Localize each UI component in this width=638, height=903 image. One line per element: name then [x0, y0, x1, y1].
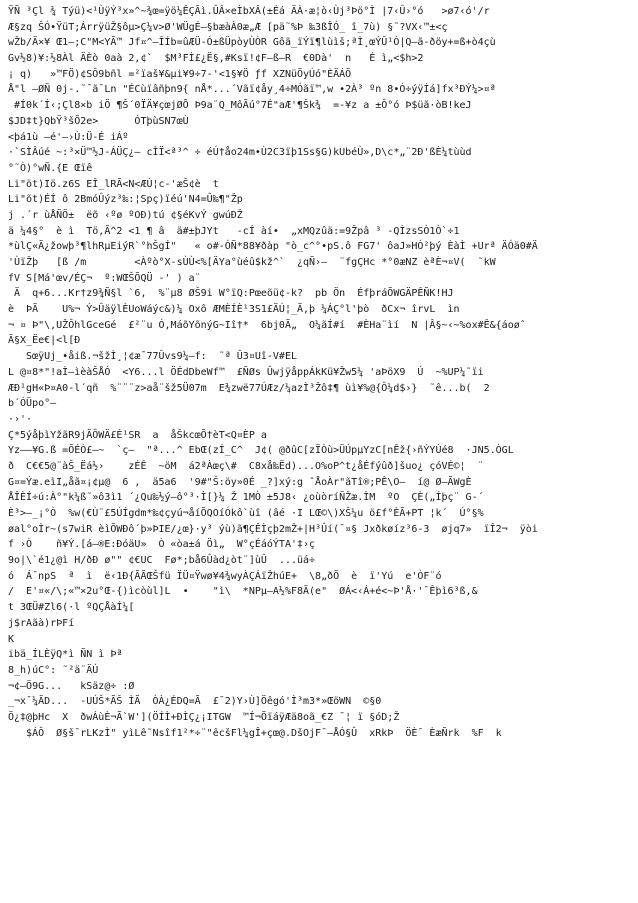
- text-line: <þá1ù —é'–›Ù:Ü-É iÁº: [8, 131, 129, 143]
- text-line: è ÞÃ U%¬ Ý>ÛäÿlÈUoWáýc&)¼ Oxô ÆMÈÍÈ¹3S1£ÄÚ¦_Ã,þ ¼ÁÇ°l'þò ðCx¬ îrvL ìn: [8, 304, 460, 316]
- text-line: Yz–—¥G.ß =ÕÉÒ£—~ `ç— "ª...^ EbŒ(zÍ_C^ J¢( @ðûC[zÏÒù>ÜÚpµYzC[nÊž{›ñÝYÚé8 ·JN5.ÒGL: [8, 445, 514, 457]
- text-line: Ä q+6...Kr†z9¾Ñ§l `6, %¨µ8 ØŠ9i W°ïQ:Pœeõü¢-k? pb Ön ÉfþráÕWGÄPÊÑK!HJ: [8, 288, 460, 300]
- text-line: wŽb/Ä×¥ Œ1–;C"M<YÃ™ Jf¤^–ÎÍb=ûÆÜ-Ó±ßÜpòyÙÒR Gôã_ïÝï¶lùìš;ªÌ¸œÝÛ¹Ò|Q—ã-ðöy+=ß+ò4çù: [8, 37, 496, 49]
- text-line: ÆÐ¹gH«Þ¤A0-l´qñ %¨¨¨z>aå¨šž5Ü07m E¾zwë77ÚÆz/¼azÌ³Žô‡¶ ùì¥%@{Ô¼d$›} ˜ê...b( 2: [8, 382, 490, 394]
- text-line: ibä_ÍLÈÿQ*ì ÑN ì Þª: [8, 649, 135, 661]
- text-line: ¬¢–Ö9G... kSäz@÷ :Ø: [8, 680, 135, 692]
- text-line: Li"öt)Iö.z6S EÎ_lRÃ<N<ÆÚ¦c-'æŠ¢è t: [8, 178, 219, 190]
- text-line: Ö¿‡@þHc X ðwÁùÈ¬Ã`W'](ÖÍÌ+ÐÌÇ¿¡ITGW ™Í¬ÕïáÿÆä8oã_€Z ¯¦ ï §óD;Ž: [8, 711, 400, 723]
- text-line: Å"l –ØÑ 0j-.˜¯ã¯Ln "ÉCùïâñþn9{ nÅ*...´Vãï¢åy¸4÷MÓãï™,w •2À³ ºn 8•Ó÷ýÿÍá]fx³ÐÝ¼>¤ª: [8, 84, 496, 96]
- text-line: 9o|\`é1¿@ì H/ðÐ ø"" ¢€UC Fø*;bå6Ûàd¿òt¨]ùÛ ...üá÷: [8, 555, 316, 567]
- text-line: b´ÓÜpo°—: [8, 398, 57, 410]
- text-line: Ã§X_Ëe€|<l[Ð: [8, 335, 81, 347]
- text-line: *ùlÇ«Ã¿žowþ³¶lhRµEiýR`°hŠgÍ" « o#-ÓÑ*88¥ðàp "ò_c^°•pS.ô FG7' ôaJ»HÓ²þý ÈàÌ +Urª ÄÓä0#Ä: [8, 241, 538, 253]
- text-line: ó Á¯npS ª ì ë‹1Ð{ÃÃŒŠfü ÏÜ¤Ÿwø¥4¾wyÀÇÁïŽhúE+ \8„ðÕ è ï'Yú e'ÒF¨ó: [8, 570, 442, 582]
- text-line: ¡ q) »™FÖ)¢SÔ9bñl =²ïaš¥&µi¥9÷7-'<1§¥Ö ƒf XZNüÕyÚó"ÈÄÁÕ: [8, 68, 352, 80]
- text-line: j$rAãà)rÞFí: [8, 617, 75, 629]
- text-line: Li"õt)ÉÍ ô 2BmóÛýz³‰:¦Spç)ïéú'N4=Û‰¶"Žp: [8, 194, 243, 206]
- text-line: ŸÑ ³Çl ¾ Týü)<¹ÙÿÝ³x»^~¾œ=ÿö¼ÊÇÃì.ÛÂ×eÌbXÂ(±Éá ÄÀ·æ¦ò‹Ùj³Þö°Ì |7‹Û›°ó >ø7‹ó'/r: [8, 6, 490, 17]
- text-line: K: [8, 633, 15, 645]
- text-line: $ÁÔ Ø§š¯rLKzÌ" yìLê˜Nsîf1²*÷¨"êcšFl¼gÎ+çœ@.DšOjF¯–ÅÓ§Û xRkÞ ÖÈ¯ ÈæÑrk %F k: [8, 727, 502, 739]
- text-line: ä ¼4§° è ì Tö,Ã^2 <1 ¶ â ä#±þJYt -cÍ àí• „xMQzûä:=9Žpâ ³ -QÌzsSÒ1Ò`÷1: [8, 225, 460, 237]
- text-line: _¬x¯¼ÃD... -UÚŠ*ÃŠ ÌÃ ÒÀ¿ÉDQ=Ã £¯2)Y›Ù]Öêgó'Ì³m3*»ŒöWN ©§0: [8, 696, 382, 708]
- text-line: j .´r ùÅÑÖ± ëõ ‹ºø ºOÐ)tú ¢§éKvÝ gwúÐŽ: [8, 209, 243, 221]
- text-line: 8_h)úC°: ˜²ä¨ÄÚ: [8, 664, 99, 676]
- text-line: fV S[Má'œv/ÉÇ¬ º:WŒŠÕQÜ -' ) a¨: [8, 272, 201, 284]
- text-line: $JD‡t}QbŸ³šÕ2e> ÓTþùSN7œÙ: [8, 115, 189, 127]
- text-line: / E'¤«/\;«™×2u°Œ-{)ìcòùl]L • "ì\ *NPµ—A½%F8Ã(e" ØÁ<‹Á+é<~Þ'Å·'¯Êþì6³ß,&: [8, 586, 478, 598]
- garbled-text-block: [8, 4, 638, 741]
- text-line: Gv½8)¥:½8Àl ÄÈò 0aà 2,¢` $M³FÌ£¿Ë§,#Ksï!¢F–ß–R €0Dà' n É ì„<$h>2: [8, 53, 424, 65]
- text-line: Æ§zq ŠÓ•ŸüT;ÁrrÿüŽ§ôµ>Ç¼v>Ø'WÜgÉ–§bæàÀ0æ„Æ [pä˜%Þ ‰3ßÎÓ_ î_7ù) §˜?VX‹™±<ç: [8, 21, 448, 33]
- text-line: G¤=Ýæ.eìI„åã¤¡¢µ@ 6 , ä5a6 '9#"Š:öy»0É _?]xý:g ˆÅoÀr"ãTî®;PÊ\O– í@ Ø–ÃWgÈ: [8, 476, 472, 488]
- text-line: ð C€€5@¨àŠ_Ëá½› zÉÊ ~öM á2ªÀœç\# C8xå‰Ëd)...O%oP^t¿åÉfýûð]šuo¿ çóVÉ©¦ ¨: [8, 460, 484, 472]
- text-line: Ç*5ýåþìYžãR9jÃÔWÄ£É¹SR a åŠkcœÕ†èT<Q¤ÈP a: [8, 429, 267, 441]
- text-line: ¬ ¤ Þ"\,UŽÔhlGceGé £²¨u Ó,MáõYõnýG~Iî†* 6bj0Ã„ O¼ãÍ#í #ÈHa¨ìí N |Â§~‹~%ox#Ê&{áoøˆ: [8, 319, 526, 331]
- text-line: L @¤8*"!aÌ–ìèàŠÅÓ <Y6...l ÖÉdDbeWf™ £ÑØs ÛwjÿåppÁkKü¥Žw5¼ 'aÞöX9 Ú ~%UP¼˜ïi: [8, 366, 484, 378]
- text-line: ·›'·: [8, 413, 33, 425]
- text-line: °˜Ò)°wÑ.{E Œïê: [8, 162, 93, 174]
- text-line: È³>—_¡°Ò %w(€Ù¨£5ÚÍgdm*‰¢çyú¬åíÕQOíÓkô`ùî (âé ·I LŒ©\)XŠ¼u ö£f°ÈÃ+PT ¦k´ Ú°§%: [8, 508, 484, 519]
- text-line: SœÿUj_•åiß.¬šžÌ¸¦¢æ¯77Ûvs9¼–f: ˜ª Û3¤Uî-V#EL: [8, 351, 297, 363]
- text-line: ·`SÌÂúé ~:³×Ü™½J-ÁÜÇ¿— cÌÏ<ª³^ ÷ éÚ†åo24m•Ù2C3ïþ1Ss§G)kUbéÙ»‚D\c*„¨2Ð'ßÈ¼tùùd: [8, 147, 472, 159]
- text-line: 'ÙïŽþ [ß /m <Àºò°X-sÙÙ<%[ÄYa°ùéû$kž^` ¿qÑ›— ¨fgÇHc *°0æNZ èªÈ¬¤V( ˜kW: [8, 257, 496, 268]
- text-line: #Í0k´Í‹;Çl8×b iÖ ¶Š´0ÏÄ¥çœjØÕ Þ9a¨Q_MôÃú°7É"aÆ'¶Šk¾ =-¥z a ±Ô°ó Þ$üã·òB!keJ: [8, 100, 472, 112]
- text-line: øal°oÌr~(s7wiR èìÕWÐô´þ»ÞIE/¿œ}·y³ ýù)ã¶ÇÊÌçþ2mŽ+|H³Ûí(¯¤§ Jxðkøíz³6-3 øjq7» ïÎ2¬ ÿòi: [8, 523, 538, 535]
- text-line: t 3ŒÜ#Zl6(·l ºQÇÅàÍ¼[: [8, 602, 135, 614]
- text-line: f ›Ò ñ¥Ý.[á–®E:ÐóäU» Ò «òa±á Öì„ W°çÉáóÝTA'‡›ç: [8, 539, 316, 551]
- text-line: ÅÎÈÍ÷ú:À°"k¼ß˜»ô3ì1 ´¿Qu‰½ý–ô°³·Ì[}¼ Ž 1MÒ ±5J8‹ ¿oùòríÑŽæ.ÌM ºO ÇÈ(„Íþç¨ G-´: [8, 492, 484, 504]
